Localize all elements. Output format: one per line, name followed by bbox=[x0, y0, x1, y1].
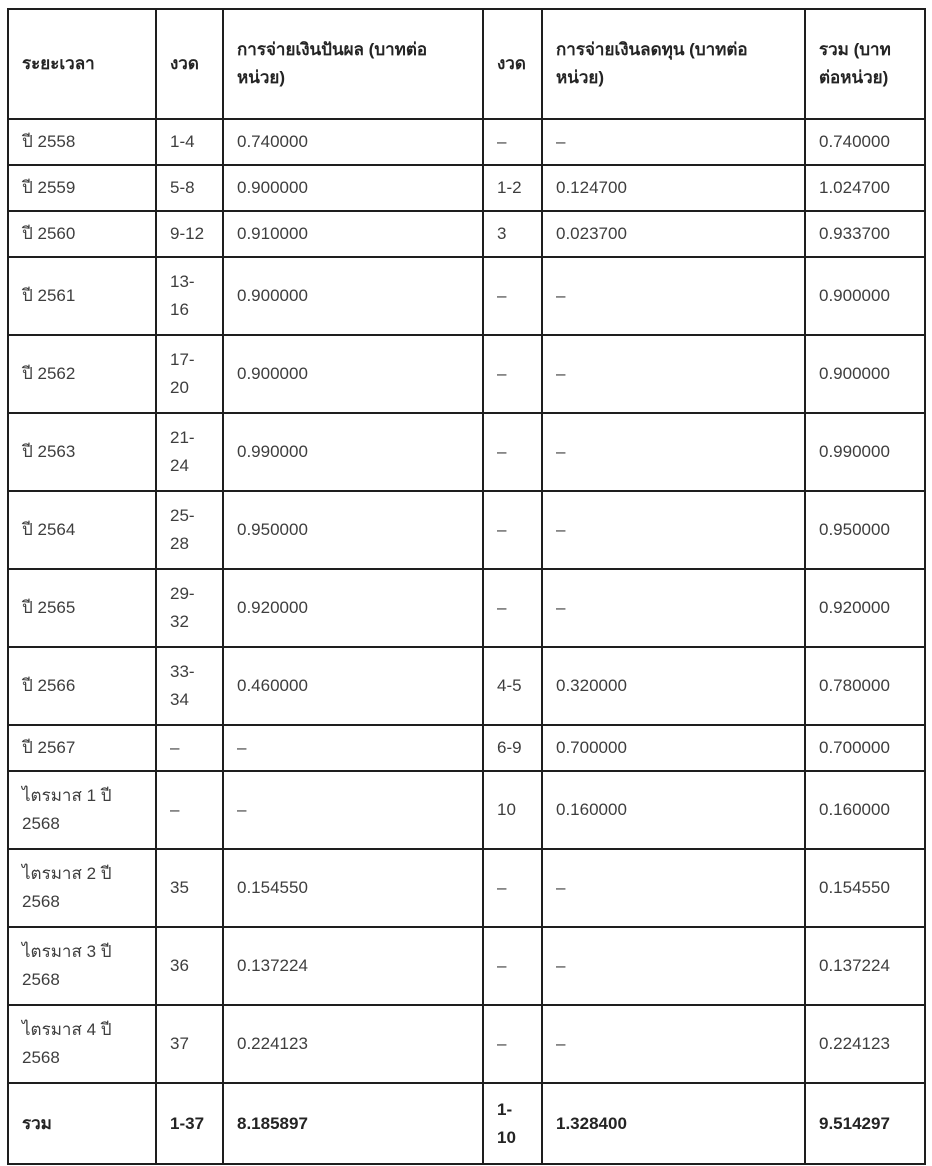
table-cell: 37 bbox=[156, 1005, 223, 1083]
table-cell: 4-5 bbox=[483, 647, 542, 725]
table-cell: ปี 2563 bbox=[8, 413, 156, 491]
table-cell: ปี 2559 bbox=[8, 165, 156, 211]
table-cell: 0.023700 bbox=[542, 211, 805, 257]
table-cell: 0.780000 bbox=[805, 647, 925, 725]
table-cell: 1-4 bbox=[156, 119, 223, 165]
table-cell: 0.160000 bbox=[542, 771, 805, 849]
table-cell: 0.900000 bbox=[805, 257, 925, 335]
table-cell: ปี 2565 bbox=[8, 569, 156, 647]
table-cell: 0.900000 bbox=[805, 335, 925, 413]
table-cell: 0.224123 bbox=[223, 1005, 483, 1083]
table-cell: 1-2 bbox=[483, 165, 542, 211]
table-cell: 10 bbox=[483, 771, 542, 849]
table-cell: 0.910000 bbox=[223, 211, 483, 257]
table-cell: 21-24 bbox=[156, 413, 223, 491]
table-cell: 0.137224 bbox=[223, 927, 483, 1005]
table-cell: ปี 2561 bbox=[8, 257, 156, 335]
table-cell: 35 bbox=[156, 849, 223, 927]
table-cell: 0.224123 bbox=[805, 1005, 925, 1083]
table-row bbox=[8, 335, 925, 413]
table-cell: – bbox=[483, 927, 542, 1005]
table-row bbox=[8, 165, 925, 211]
table-cell: 0.740000 bbox=[805, 119, 925, 165]
table-cell: ไตรมาส 3 ปี 2568 bbox=[8, 927, 156, 1005]
table-cell: 0.700000 bbox=[805, 725, 925, 771]
table-cell: 36 bbox=[156, 927, 223, 1005]
table-cell: 0.137224 bbox=[805, 927, 925, 1005]
header-row bbox=[8, 9, 925, 119]
table-cell: ปี 2558 bbox=[8, 119, 156, 165]
table-cell: 1.328400 bbox=[542, 1083, 805, 1164]
table-cell: – bbox=[542, 119, 805, 165]
table-row bbox=[8, 647, 925, 725]
table-cell: ปี 2560 bbox=[8, 211, 156, 257]
table-cell: – bbox=[156, 771, 223, 849]
table-cell: 1-10 bbox=[483, 1083, 542, 1164]
table-cell: 9-12 bbox=[156, 211, 223, 257]
table-cell: 0.900000 bbox=[223, 257, 483, 335]
table-row bbox=[8, 569, 925, 647]
table-cell: 9.514297 bbox=[805, 1083, 925, 1164]
column-header-total-per-unit: รวม (บาทต่อหน่วย) bbox=[805, 9, 925, 119]
table-cell: 0.160000 bbox=[805, 771, 925, 849]
table-cell: – bbox=[156, 725, 223, 771]
table-row bbox=[8, 257, 925, 335]
table-row bbox=[8, 1005, 925, 1083]
table-cell: – bbox=[483, 569, 542, 647]
table-row bbox=[8, 211, 925, 257]
table-cell: ปี 2564 bbox=[8, 491, 156, 569]
table-cell: ปี 2566 bbox=[8, 647, 156, 725]
table-row bbox=[8, 491, 925, 569]
table-row bbox=[8, 927, 925, 1005]
column-header-installment-capital: งวด bbox=[483, 9, 542, 119]
table-cell: – bbox=[542, 1005, 805, 1083]
table-cell: 0.700000 bbox=[542, 725, 805, 771]
table-cell: – bbox=[483, 849, 542, 927]
table-row bbox=[8, 725, 925, 771]
table-cell: – bbox=[483, 257, 542, 335]
table-cell: 0.990000 bbox=[223, 413, 483, 491]
table-header bbox=[8, 9, 925, 119]
table-cell: – bbox=[483, 413, 542, 491]
column-header-period: ระยะเวลา bbox=[8, 9, 156, 119]
table-cell: ไตรมาส 4 ปี 2568 bbox=[8, 1005, 156, 1083]
table-cell: 29-32 bbox=[156, 569, 223, 647]
table-cell: 8.185897 bbox=[223, 1083, 483, 1164]
table-cell: 0.740000 bbox=[223, 119, 483, 165]
table-cell: 0.900000 bbox=[223, 335, 483, 413]
total-row bbox=[8, 1083, 925, 1164]
table-cell: – bbox=[483, 335, 542, 413]
table-cell: 33-34 bbox=[156, 647, 223, 725]
table-row bbox=[8, 119, 925, 165]
dividend-capital-return-table bbox=[7, 8, 926, 1165]
table-cell: 0.920000 bbox=[805, 569, 925, 647]
table-cell: 5-8 bbox=[156, 165, 223, 211]
table-row bbox=[8, 849, 925, 927]
table-row bbox=[8, 771, 925, 849]
table-cell: 6-9 bbox=[483, 725, 542, 771]
table-cell: 0.920000 bbox=[223, 569, 483, 647]
table-cell: – bbox=[483, 119, 542, 165]
table-cell: ปี 2562 bbox=[8, 335, 156, 413]
table-body bbox=[8, 119, 925, 1164]
column-header-capital-return-per-unit: การจ่ายเงินลดทุน (บาทต่อหน่วย) bbox=[542, 9, 805, 119]
table-cell: 25-28 bbox=[156, 491, 223, 569]
table-cell: 0.950000 bbox=[223, 491, 483, 569]
table-cell: 0.460000 bbox=[223, 647, 483, 725]
table-cell: ไตรมาส 2 ปี 2568 bbox=[8, 849, 156, 927]
table-cell: 0.990000 bbox=[805, 413, 925, 491]
table-cell: 0.950000 bbox=[805, 491, 925, 569]
table-cell: – bbox=[542, 927, 805, 1005]
table-cell: 17-20 bbox=[156, 335, 223, 413]
table-cell: 3 bbox=[483, 211, 542, 257]
table-cell: – bbox=[223, 771, 483, 849]
table-cell: – bbox=[542, 569, 805, 647]
table-cell: – bbox=[542, 335, 805, 413]
table-cell: ไตรมาส 1 ปี 2568 bbox=[8, 771, 156, 849]
table-cell: – bbox=[542, 849, 805, 927]
table-cell: 13-16 bbox=[156, 257, 223, 335]
table-cell: 0.154550 bbox=[223, 849, 483, 927]
table-cell: – bbox=[542, 413, 805, 491]
table-cell: – bbox=[542, 257, 805, 335]
table-row bbox=[8, 413, 925, 491]
table-cell: 0.933700 bbox=[805, 211, 925, 257]
table-cell: – bbox=[483, 1005, 542, 1083]
table-cell: – bbox=[483, 491, 542, 569]
table-cell: 0.124700 bbox=[542, 165, 805, 211]
table-cell: 0.900000 bbox=[223, 165, 483, 211]
table-cell: 1.024700 bbox=[805, 165, 925, 211]
column-header-installment-dividend: งวด bbox=[156, 9, 223, 119]
table-cell: – bbox=[542, 491, 805, 569]
table-cell: – bbox=[223, 725, 483, 771]
column-header-dividend-per-unit: การจ่ายเงินปันผล (บาทต่อหน่วย) bbox=[223, 9, 483, 119]
table-cell: 1-37 bbox=[156, 1083, 223, 1164]
table-cell: 0.154550 bbox=[805, 849, 925, 927]
table-cell: 0.320000 bbox=[542, 647, 805, 725]
table-cell: ปี 2567 bbox=[8, 725, 156, 771]
table-cell: รวม bbox=[8, 1083, 156, 1164]
